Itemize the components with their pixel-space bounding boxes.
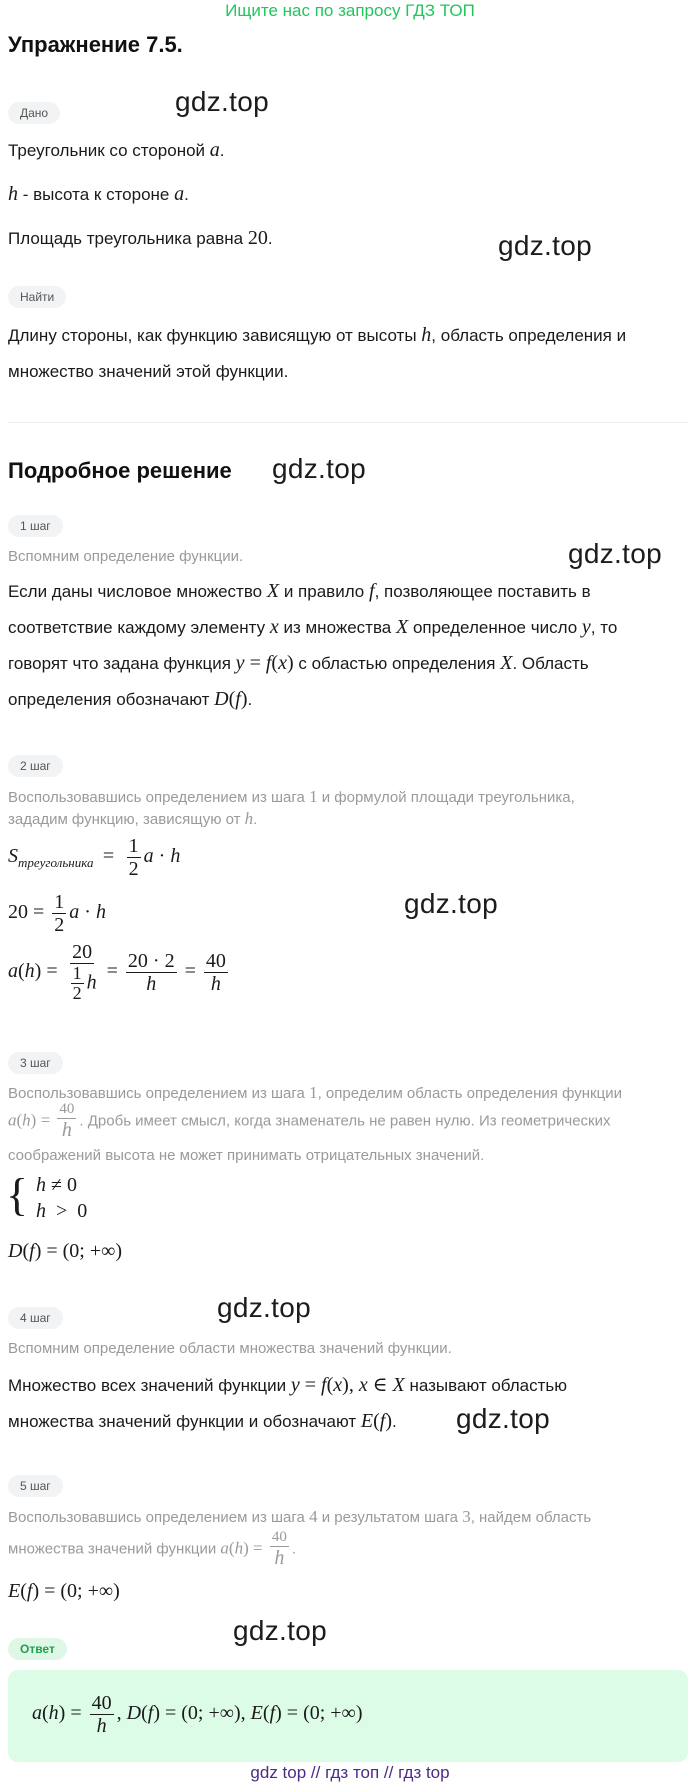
answer-formula: a(h) = $\frac{40}{h}$ , D(f) = (0; +∞), E(f) = (0; +∞) <box>32 1692 363 1737</box>
step-2-tag: 2 шаг <box>8 755 63 777</box>
watermark: gdz.top <box>568 538 662 569</box>
step-1-definition-4: определения обозначают D(f). <box>8 688 253 710</box>
given-line-1: Треугольник со стороной a. <box>8 139 225 161</box>
step-2-hint-2: зададим функцию, зависящую от h. <box>8 809 258 828</box>
step-1-definition-3: говорят что задана функция y = f(x) с областью определения X. Область <box>8 652 589 674</box>
step-5-tag: 5 шаг <box>8 1475 63 1497</box>
step-1-hint: Вспомним определение функции. <box>8 548 244 565</box>
watermark: gdz.top <box>233 1615 327 1646</box>
formula-substitute: 20 = $\frac{1}{2}$ a · h <box>8 891 106 936</box>
watermark: gdz.top <box>217 1292 311 1323</box>
step-4-hint: Вспомним определение области множества значений функции. <box>8 1340 452 1357</box>
formula-area: $S_{треугольника}$ = $\frac{1}{2}$ a · h <box>8 835 181 880</box>
step-5-hint-2: множества значений функции a(h) = $\frac{40}{h}$ . <box>8 1529 297 1569</box>
answer-tag: Ответ <box>8 1638 67 1660</box>
divider <box>8 422 688 423</box>
step-3-tag: 3 шаг <box>8 1052 63 1074</box>
given-line-3: Площадь треугольника равна 20. <box>8 227 273 249</box>
step-1-definition-2: соответствие каждому элементу x из множества X определенное число y, то <box>8 616 618 638</box>
watermark: gdz.top <box>175 86 269 117</box>
search-banner: Ищите нас по запросу ГДЗ ТОП <box>225 1 475 20</box>
step-4-definition: Множество всех значений функции y = f(x), x ∈ X называют областью <box>8 1374 568 1396</box>
given-tag: Дано <box>8 102 60 124</box>
system-condition-1: h ≠ 0 <box>36 1174 77 1196</box>
step-3-hint: Воспользовавшись определением из шага 1, определим область определения функции <box>8 1083 622 1102</box>
find-line-1: Длину стороны, как функцию зависящую от высоты h, область определения и <box>8 324 627 346</box>
system-brace: { <box>6 1169 29 1220</box>
given-line-2: h - высота к стороне a. <box>8 183 189 205</box>
domain-result: D(f) = (0; +∞) <box>8 1240 123 1262</box>
system-condition-2: h > 0 <box>36 1200 88 1222</box>
footer-links[interactable]: gdz top // гдз топ // гдз top <box>250 1763 450 1782</box>
step-3-hint-3: соображений высота не может принимать отрицательных значений. <box>8 1147 485 1164</box>
watermark: gdz.top <box>498 230 592 261</box>
solution-title: Подробное решение <box>8 458 232 483</box>
exercise-title: Упражнение 7.5. <box>8 32 183 57</box>
formula-function: a(h) = 20 $\frac{1}{2}$ h = $\frac{20 \cdot 2}{h}$ = $\frac{40}{h}$ <box>8 941 226 1003</box>
find-line-2: множество значений этой функции. <box>8 362 289 381</box>
watermark: gdz.top <box>456 1403 550 1434</box>
find-tag: Найти <box>8 286 66 308</box>
range-result: E(f) = (0; +∞) <box>8 1580 120 1602</box>
step-1-definition: Если даны числовое множество X и правило f, позволяющее поставить в <box>8 580 591 602</box>
step-4-definition-2: множества значений функции и обозначают E(f). <box>8 1410 397 1432</box>
step-2-hint: Воспользовавшись определением из шага 1 и формулой площади треугольника, <box>8 787 575 806</box>
step-4-tag: 4 шаг <box>8 1307 63 1329</box>
step-1-tag: 1 шаг <box>8 515 63 537</box>
watermark: gdz.top <box>404 888 498 919</box>
step-5-hint: Воспользовавшись определением из шага 4 и результатом шага 3, найдем область <box>8 1507 592 1526</box>
step-3-hint-2: a(h) = $\frac{40}{h}$ . Дробь имеет смысл, когда знаменатель не равен нулю. Из геометрических <box>8 1101 611 1141</box>
watermark: gdz.top <box>272 453 366 484</box>
